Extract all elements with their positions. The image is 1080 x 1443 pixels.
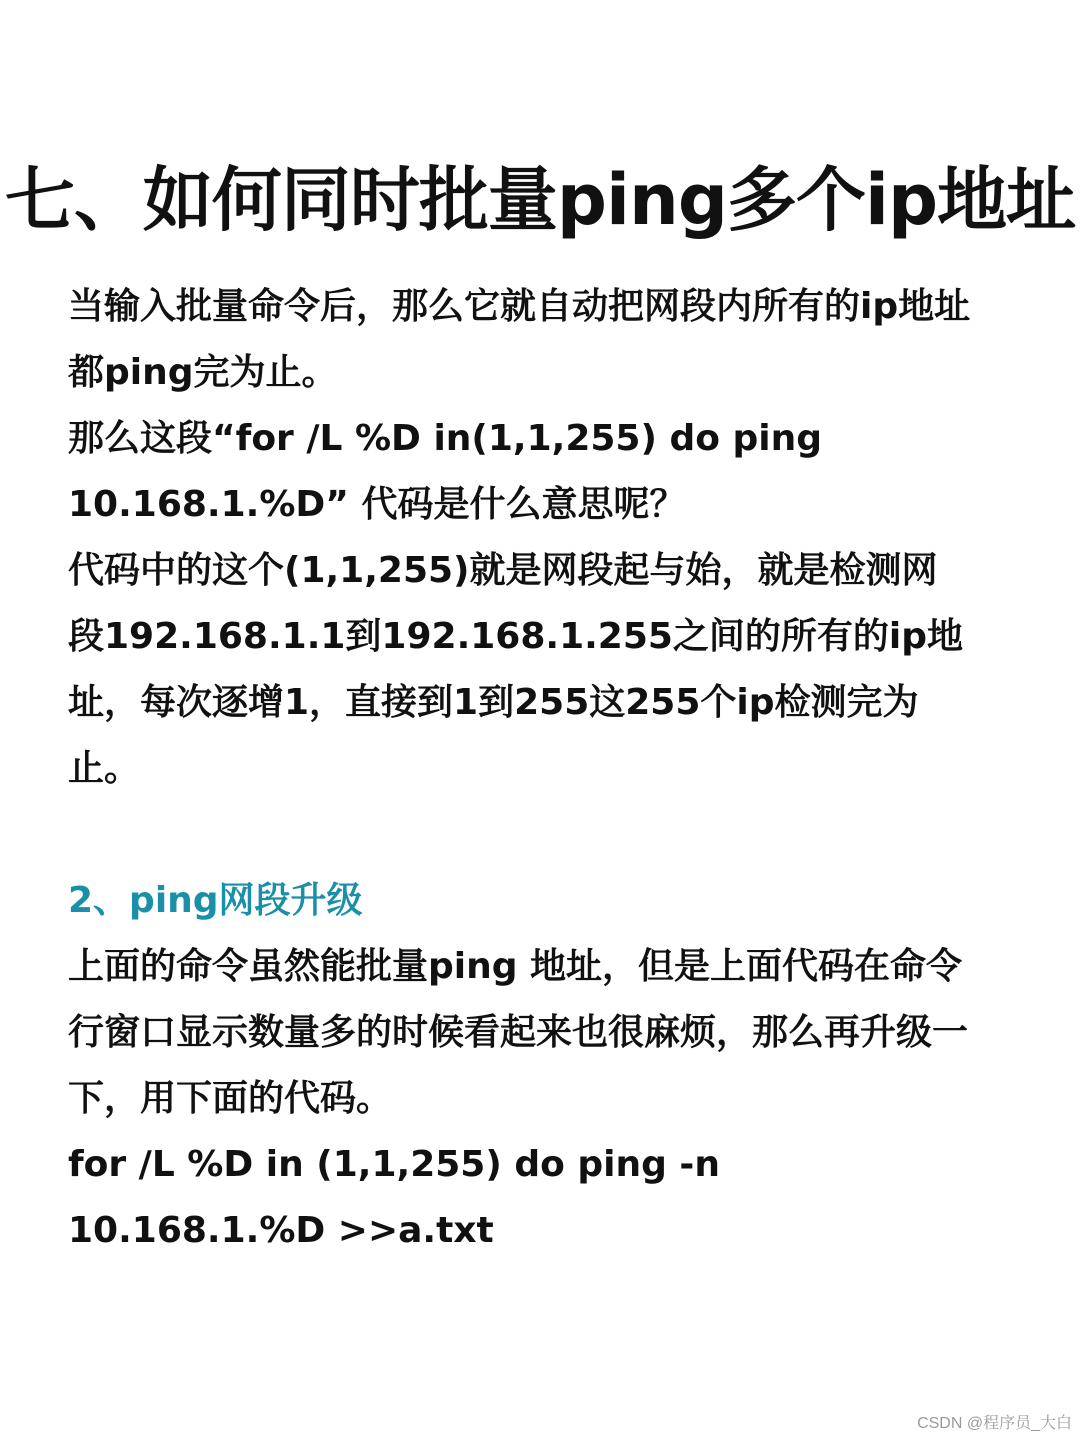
- csdn-watermark: CSDN @程序员_大白: [917, 1415, 1072, 1432]
- intro-paragraph-1: 当输入批量命令后，那么它就自动把网段内所有的ip地址 都ping完为止。: [68, 286, 971, 393]
- upgrade-section: [68, 868, 1028, 1264]
- intro-paragraph-3: 代码中的这个(1,1,255)就是网段起与始，就是检测网 段192.168.1.1到192.168.1.255之间的所有的ip地 址，每次逐增1，直接到1到255这255个ip检测完为 止。: [68, 550, 964, 789]
- intro-paragraph-2: 那么这段“for /L %D in(1,1,255) do ping 10.168.1.%D” 代码是什么意思呢？: [68, 418, 822, 525]
- section-heading: 2、ping网段升级: [68, 880, 363, 921]
- page-title: 七、如何同时批量ping多个ip地址: [4, 159, 1076, 241]
- intro-section: [68, 274, 1028, 802]
- code-snippet: for /L %D in (1,1,255) do ping -n 10.168.1.%D >>a.txt: [68, 1144, 720, 1251]
- section-paragraph: 上面的命令虽然能批量ping 地址，但是上面代码在命令 行窗口显示数量多的时候看起来也很麻烦，那么再升级一 下，用下面的代码。: [68, 946, 969, 1119]
